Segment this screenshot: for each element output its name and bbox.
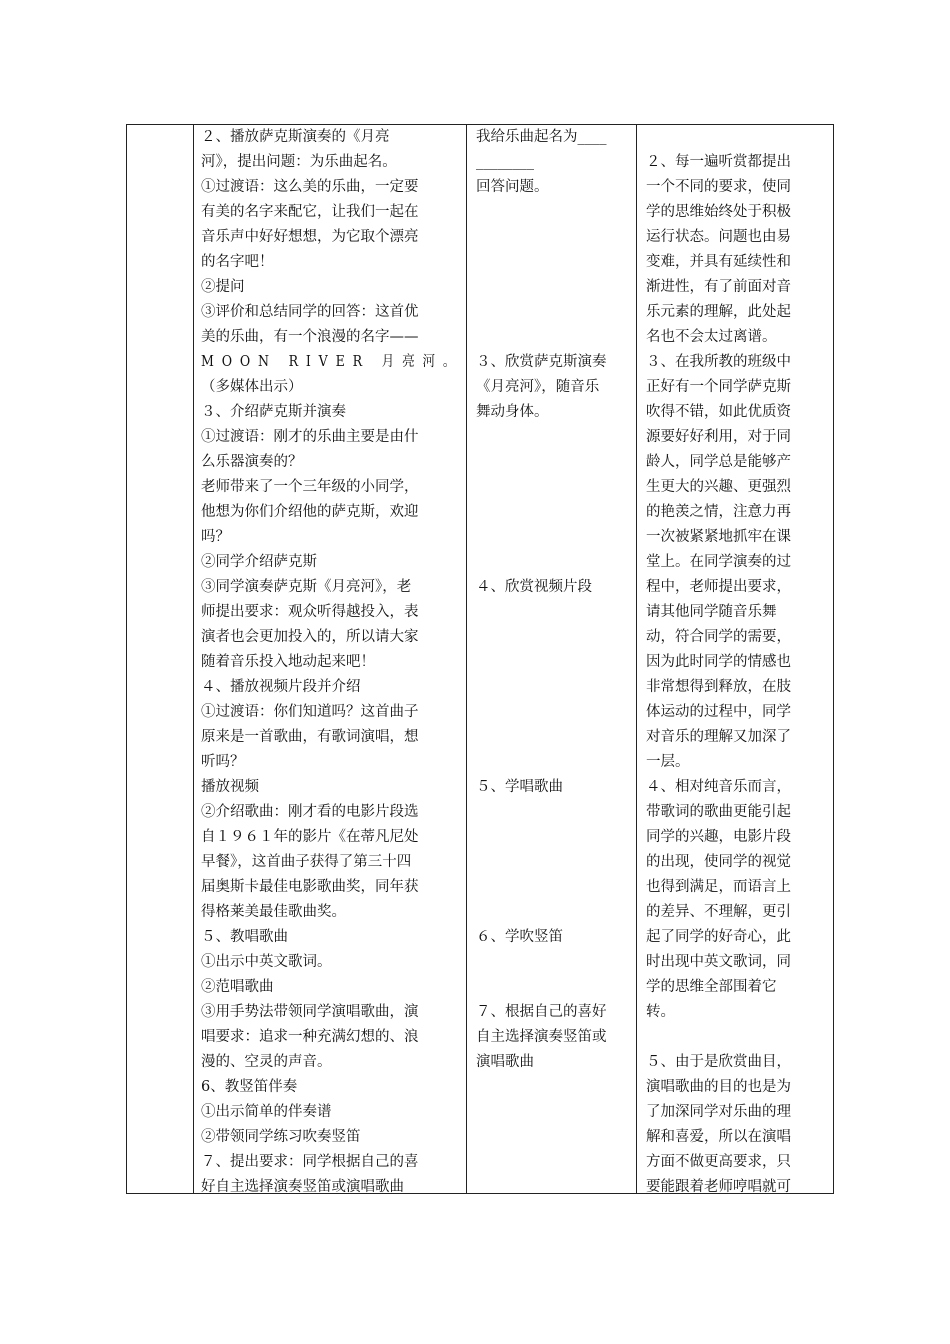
- student-activity-line: ５、学唱歌曲: [476, 779, 563, 795]
- teacher-activity-line: 吗？: [201, 529, 230, 545]
- student-activity-line: [476, 225, 634, 250]
- student-activity-line: [476, 875, 634, 900]
- teacher-activity-line: ①过渡语：刚才的乐曲主要是由什: [201, 429, 419, 445]
- student-activity-line: ６、学吹竖笛: [476, 929, 563, 945]
- teacher-activity-line: 他想为你们介绍他的萨克斯，欢迎: [201, 504, 419, 520]
- teacher-activity-line: 6、教竖笛伴奏: [201, 1079, 298, 1095]
- design-intent-line: 解和喜爱，所以在演唱: [646, 1129, 791, 1145]
- student-activity-line: [476, 675, 634, 700]
- design-intent-line: 学的思维始终处于积极: [646, 204, 791, 220]
- student-activity-line: [476, 900, 634, 925]
- student-activity-line: [476, 600, 634, 625]
- teacher-activity-line: ③评价和总结同学的回答：这首优: [201, 304, 419, 320]
- teacher-activity-column: [201, 125, 463, 1200]
- teacher-activity-line: 漫的、空灵的声音。: [201, 1054, 332, 1070]
- design-intent-line: 的艳羡之情，注意力再: [646, 504, 791, 520]
- design-intent-line: [646, 125, 832, 150]
- teacher-activity-line: ②范唱歌曲: [201, 979, 274, 995]
- student-activity-line: [476, 725, 634, 750]
- design-intent-line: 起了同学的好奇心，此: [646, 929, 791, 945]
- design-intent-line: 吹得不错，如此优质资: [646, 404, 791, 420]
- design-intent-line: 程中，老师提出要求，: [646, 579, 791, 595]
- design-intent-line: 学的思维全部围着它: [646, 979, 777, 995]
- student-activity-line: [476, 650, 634, 675]
- design-intent-line: 因为此时同学的情感也: [646, 654, 791, 670]
- design-intent-line: 龄人，同学总是能够产: [646, 454, 791, 470]
- design-intent-line: 了加深同学对乐曲的理: [646, 1104, 791, 1120]
- student-activity-line: 回答问题。: [476, 179, 549, 195]
- design-intent-line: 要能跟着老师哼唱就可: [646, 1179, 791, 1195]
- teacher-activity-line: ①过渡语：这么美的乐曲，一定要: [201, 179, 419, 195]
- design-intent-line: 演唱歌曲的目的也是为: [646, 1079, 791, 1095]
- student-activity-line: [476, 625, 634, 650]
- student-activity-line: [476, 275, 634, 300]
- teacher-activity-line: ②同学介绍萨克斯: [201, 554, 317, 570]
- student-activity-line: [476, 700, 634, 725]
- design-intent-line: 带歌词的歌曲更能引起: [646, 804, 791, 820]
- student-activity-line: [476, 200, 634, 225]
- teacher-activity-line: 原来是一首歌曲，有歌词演唱，想: [201, 729, 419, 745]
- student-activity-line: ３、欣赏萨克斯演奏: [476, 354, 607, 370]
- teacher-activity-line: ②提问: [201, 279, 245, 295]
- teacher-activity-line: ③同学演奏萨克斯《月亮河》，老: [201, 579, 412, 595]
- student-activity-line: [476, 525, 634, 550]
- student-activity-line: ４、欣赏视频片段: [476, 579, 592, 595]
- student-activity-line: 自主选择演奏竖笛或: [476, 1029, 607, 1045]
- student-activity-line: [476, 425, 634, 450]
- design-intent-line: 对音乐的理解又加深了: [646, 729, 791, 745]
- student-activity-column: [476, 125, 634, 1075]
- design-intent-line: 时出现中英文歌词，同: [646, 954, 791, 970]
- teacher-activity-line: ４、播放视频片段并介绍: [201, 679, 361, 695]
- design-intent-line: 动，符合同学的需要，: [646, 629, 791, 645]
- student-activity-line: [476, 950, 634, 975]
- design-intent-line: 同学的兴趣，电影片段: [646, 829, 791, 845]
- teacher-activity-line: ①出示简单的伴奏谱: [201, 1104, 332, 1120]
- design-intent-line: ４、相对纯音乐而言，: [646, 779, 791, 795]
- teacher-activity-line: 唱要求：追求一种充满幻想的、浪: [201, 1029, 419, 1045]
- teacher-activity-line: 届奥斯卡最佳电影歌曲奖，同年获: [201, 879, 419, 895]
- student-activity-line: [476, 800, 634, 825]
- design-intent-line: 体运动的过程中，同学: [646, 704, 791, 720]
- student-activity-line: [476, 300, 634, 325]
- design-intent-line: 堂上。在同学演奏的过: [646, 554, 791, 570]
- design-intent-line: 一层。: [646, 754, 690, 770]
- design-intent-line: 一次被紧紧地抓牢在课: [646, 529, 791, 545]
- design-intent-line: ３、在我所教的班级中: [646, 354, 791, 370]
- lesson-plan-table: [126, 124, 834, 1194]
- design-intent-line: 请其他同学随音乐舞: [646, 604, 777, 620]
- student-activity-line: [476, 250, 634, 275]
- design-intent-line: 生更大的兴趣、更强烈: [646, 479, 791, 495]
- teacher-activity-line: 自１９６１年的影片《在蒂凡尼处: [201, 829, 419, 845]
- teacher-activity-line: 随着音乐投入地动起来吧！: [201, 654, 375, 670]
- teacher-activity-line: 得格莱美最佳歌曲奖。: [201, 904, 346, 920]
- teacher-activity-line: 么乐器演奏的？: [201, 454, 303, 470]
- student-activity-line: [476, 975, 634, 1000]
- teacher-activity-line: 听吗？: [201, 754, 245, 770]
- student-activity-line: [476, 450, 634, 475]
- teacher-activity-line: ①过渡语：你们知道吗？这首曲子: [201, 704, 419, 720]
- design-intent-line: 运行状态。问题也由易: [646, 229, 791, 245]
- student-activity-line: ７、根据自己的喜好: [476, 1004, 607, 1020]
- teacher-activity-line: 老师带来了一个三年级的小同学，: [201, 479, 419, 495]
- teacher-activity-line: 美的乐曲，有一个浪漫的名字——: [201, 329, 419, 345]
- teacher-activity-line: （多媒体出示）: [201, 379, 303, 395]
- column-divider: [193, 125, 194, 1193]
- student-activity-line: [476, 550, 634, 575]
- teacher-activity-line: 有美的名字来配它，让我们一起在: [201, 204, 419, 220]
- design-intent-line: 变难，并具有延续性和: [646, 254, 791, 270]
- teacher-activity-line: ５、教唱歌曲: [201, 929, 288, 945]
- design-intent-line: ２、每一遍听赏都提出: [646, 154, 791, 170]
- design-intent-line: 的出现，使同学的视觉: [646, 854, 791, 870]
- design-intent-line: [646, 1025, 832, 1050]
- design-intent-line: 名也不会太过离谱。: [646, 329, 777, 345]
- student-activity-line: 舞动身体。: [476, 404, 549, 420]
- design-intent-line: 也得到满足，而语言上: [646, 879, 791, 895]
- design-intent-line: 的差异、不理解，更引: [646, 904, 791, 920]
- teacher-activity-line: 演者也会更加投入的，所以请大家: [201, 629, 419, 645]
- teacher-activity-line: ７、提出要求：同学根据自己的喜: [201, 1154, 419, 1170]
- student-activity-line: 《月亮河》，随音乐: [476, 379, 600, 395]
- teacher-activity-line: 音乐声中好好想想，为它取个漂亮: [201, 229, 419, 245]
- student-activity-line: [476, 825, 634, 850]
- design-intent-line: 乐元素的理解，此处起: [646, 304, 791, 320]
- student-activity-line: 演唱歌曲: [476, 1054, 534, 1070]
- design-intent-line: 正好有一个同学萨克斯: [646, 379, 791, 395]
- teacher-activity-line: ２、播放萨克斯演奏的《月亮: [201, 129, 390, 145]
- teacher-activity-line: ３、介绍萨克斯并演奏: [201, 404, 346, 420]
- design-intent-line: 非常想得到释放，在肢: [646, 679, 791, 695]
- teacher-activity-line: ③用手势法带领同学演唱歌曲，演: [201, 1004, 419, 1020]
- design-intent-column: [646, 125, 832, 1200]
- teacher-activity-line: ②介绍歌曲：刚才看的电影片段选: [201, 804, 419, 820]
- column-divider: [466, 125, 467, 1193]
- design-intent-line: 一个不同的要求，使同: [646, 179, 791, 195]
- teacher-activity-line: 河》，提出问题：为乐曲起名。: [201, 154, 397, 170]
- teacher-activity-line: MOON RIVER 月亮河。: [201, 354, 464, 370]
- teacher-activity-line: ①出示中英文歌词。: [201, 954, 332, 970]
- teacher-activity-line: 播放视频: [201, 779, 259, 795]
- student-activity-line: [476, 500, 634, 525]
- teacher-activity-line: ②带领同学练习吹奏竖笛: [201, 1129, 361, 1145]
- student-activity-line: [476, 475, 634, 500]
- student-activity-line: ________: [476, 154, 534, 170]
- teacher-activity-line: 师提出要求：观众听得越投入，表: [201, 604, 419, 620]
- design-intent-line: 渐进性，有了前面对音: [646, 279, 791, 295]
- student-activity-line: [476, 750, 634, 775]
- design-intent-line: ５、由于是欣赏曲目，: [646, 1054, 791, 1070]
- teacher-activity-line: 的名字吧！: [201, 254, 274, 270]
- teacher-activity-line: 好自主选择演奏竖笛或演唱歌曲: [201, 1179, 404, 1195]
- design-intent-line: 方面不做更高要求，只: [646, 1154, 791, 1170]
- column-divider: [636, 125, 637, 1193]
- student-activity-line: [476, 850, 634, 875]
- student-activity-line: 我给乐曲起名为____: [476, 129, 607, 145]
- student-activity-line: [476, 325, 634, 350]
- design-intent-line: 转。: [646, 1004, 675, 1020]
- teacher-activity-line: 早餐》，这首曲子获得了第三十四: [201, 854, 412, 870]
- design-intent-line: 源要好好利用，对于同: [646, 429, 791, 445]
